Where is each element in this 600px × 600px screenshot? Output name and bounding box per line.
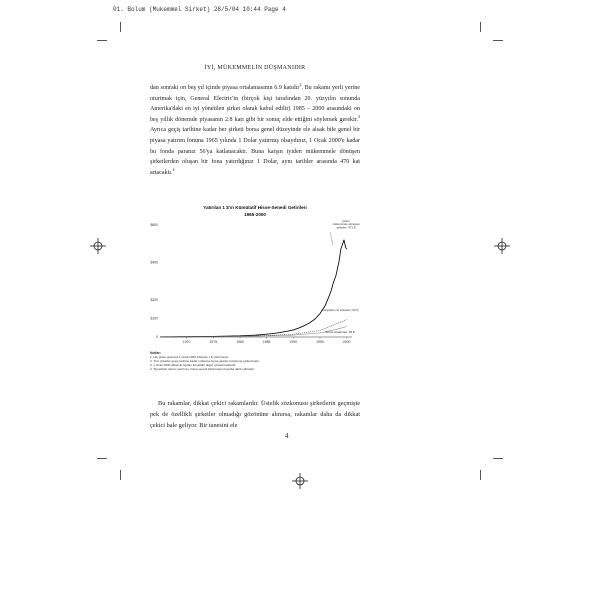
paragraph-text: dan sonraki on beş yıl içinde piyasa ortalamasının 6.9 katıdır$^2$. Bu rakamı yerli yerine oturtmak için, General Electric'in (birçok kişi tarafından 20. yüzyılın sonunda Amerika'daki en iyi yönetilen şirket olarak kabul edilir) 1985 – 2000 arasındaki on beş yıllık dönemde piyasanın 2.8 katı gibi bir sonuç elde ettiğini söylemek gerekir.$^3$ Ayrıca geçiş tarihine kadar her şirketi borsa genel düzeyinde ele alsak bile genel bir piyasa yatırım fonuna 1965 yılında 1 Dolar yatırmış olsaydınız, 1 Ocak 2000'e kadar bu fonda paranız 56'ya katlanacaktı. Buna karşın iyiden mükemmele dönüşen şirketlerden oluşan bir fona yatırdığınız 1 Dolar, aynı tarihler arasında 470 kat artacaktı.$^4$	[150, 81, 361, 176]
crop-mark	[480, 470, 481, 480]
paragraph-text: Bu rakamlar, dikkat çekici rakamlardır. Üstelik sözkonusu şirketlerin geçmişte pek de özellikli şirketler olmadığı gözönüne alınırsa, rakamlar daha da dikkat çekici hale geliyor. Bir tanesini ele	[150, 400, 360, 429]
annotation-label: Borsa ortalaması: 56 $	[325, 330, 355, 334]
crop-mark	[120, 22, 121, 32]
chart-subtitle: 1965-2000	[244, 212, 266, 217]
x-tick-label: 1985	[262, 340, 271, 344]
crop-mark	[480, 22, 481, 32]
x-tick-label: 1980	[236, 340, 244, 344]
annotation-label: İyiden mükemmele dönüşen şirketler: 471 $	[332, 219, 360, 230]
cumulative-returns-chart	[140, 215, 365, 350]
notes-item: 1. Her şirket grubuna 1 Ocak 1965 itibariyle 1 $ yatırılmıştır.	[150, 355, 230, 359]
chart-title: Yatırılan 1 $'ın Kümülatif Hisse-Senedi Getirileri	[203, 205, 307, 210]
annotation-leader	[330, 232, 333, 245]
y-tick-label: $100	[150, 316, 158, 321]
crop-mark	[97, 458, 107, 459]
x-tick-label: 2000	[342, 340, 351, 344]
registration-mark-icon	[494, 238, 510, 254]
y-tick-label: 0	[156, 335, 158, 340]
crop-mark	[493, 458, 503, 459]
annotation-label: Karşılaştırma şirketleri: 93 $	[322, 308, 358, 312]
x-tick-label: 1975	[209, 340, 218, 344]
footnote-ref: 3	[358, 113, 360, 119]
footnote-ref: 4	[172, 166, 175, 172]
footnote-ref: 2	[299, 81, 302, 87]
registration-mark-icon	[90, 238, 106, 254]
y-tick-label: $600	[150, 223, 158, 228]
body-paragraph	[150, 399, 360, 431]
page-number: 4	[285, 432, 289, 440]
series-line-good_to_great	[160, 240, 347, 337]
x-tick-label: 1995	[316, 340, 324, 344]
chart-notes	[150, 351, 360, 371]
registration-mark-icon	[292, 473, 308, 489]
y-tick-label: $400	[150, 260, 158, 265]
crop-mark	[120, 470, 121, 480]
body-paragraph	[150, 83, 360, 178]
notes-item: 4. Temettüler tekrar yatırılmış, hisse senedi bölünmeleri hesaba dahil edilmiştir.	[150, 367, 255, 371]
y-tick-label: $200	[150, 297, 158, 302]
x-tick-label: 1970	[182, 340, 191, 344]
notes-item: 2. Tüm şirketler geçiş tarihine kadar ortalama borsa getirisi oranlarına eşitlenmiştir.	[150, 359, 260, 363]
running-header: İYİ, MÜKEMMELİN DÜŞMANIDIR	[204, 65, 306, 71]
print-slug: 01. Bolum (Mukemmel Sirket) 28/5/04 10:44 Page 4	[113, 6, 286, 13]
series-line-comparison	[160, 320, 347, 337]
x-tick-label: 1990	[289, 340, 298, 344]
notes-title: Notlar:	[150, 351, 161, 355]
notes-item: 3. 1 Ocak 2000 itibariyle toplam kümülatif değer gösterilmektedir.	[150, 363, 237, 367]
crop-mark	[97, 40, 107, 41]
crop-mark	[493, 40, 503, 41]
